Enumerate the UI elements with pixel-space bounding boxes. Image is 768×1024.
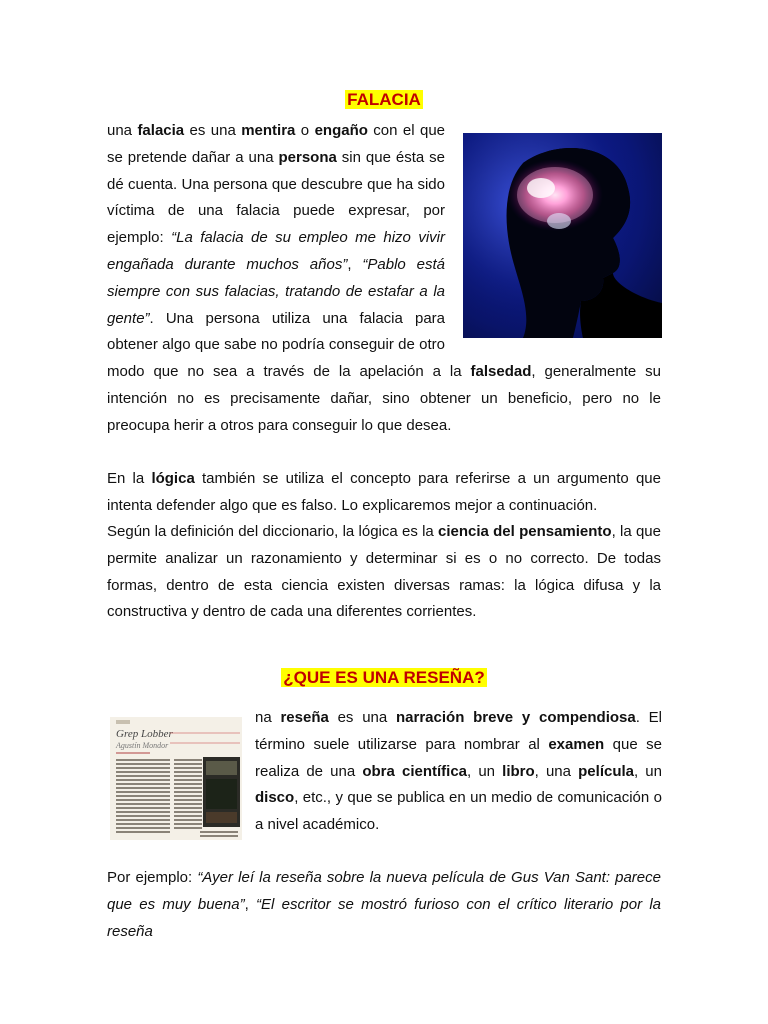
text-run: que se realiza de una xyxy=(255,735,662,780)
falacia-paragraph-1 xyxy=(107,118,661,440)
bold-term-ciencia-del-pensamiento: ciencia del pensamiento xyxy=(438,523,612,540)
text-run: es una xyxy=(184,122,242,139)
clipping-author: Agustín Mondor xyxy=(116,741,169,750)
text-run: es una xyxy=(328,709,396,726)
italic-example-4: “El escritor se mostró furioso con el crítico literario por la reseña xyxy=(107,895,661,940)
text-run: también se utiliza el concepto para referirse a un argumento que intenta defender algo que es falso. Lo explicaremos mejor a continuación. xyxy=(107,470,661,514)
italic-example-1: “La falacia de su empleo me hizo vivir engañada durante muchos años” xyxy=(107,229,445,273)
resena-heading xyxy=(0,668,768,688)
text-run: , generalmente su intención no es precisamente dañar, sino obtener un beneficio, pero no le preocupa herir a otros para conseguir lo que desea. xyxy=(107,363,662,434)
bold-term-obra-cientifica: obra científica xyxy=(362,762,468,780)
text-run: . El término suele utilizarse para nombrar al xyxy=(255,709,662,753)
resena-heading-text: ¿QUE ES UNA RESEÑA? xyxy=(283,668,485,687)
falacia-paragraph-3 xyxy=(107,519,661,626)
bold-term-resena: reseña xyxy=(280,709,329,726)
text-run: na xyxy=(255,709,281,726)
review-clipping-image xyxy=(110,717,242,840)
resena-paragraph-1 xyxy=(255,705,662,839)
falacia-heading xyxy=(0,90,768,110)
falacia-heading-text: FALACIA xyxy=(347,90,421,109)
bold-term-falacia: falacia xyxy=(137,122,185,139)
text-run: una xyxy=(107,122,138,139)
bold-term-disco: disco xyxy=(255,789,295,807)
italic-example-2: “Pablo está siempre con sus falacias, tratando de estafar a la gente” xyxy=(107,255,445,327)
bold-term-libro: libro xyxy=(502,762,535,780)
bold-term-mentira: mentira xyxy=(241,122,296,139)
text-run: o xyxy=(295,122,315,139)
bold-term-falsedad: falsedad xyxy=(470,363,532,381)
text-run: , un xyxy=(467,762,503,780)
image-spacer xyxy=(445,118,661,345)
bold-term-narracion: narración breve y compendiosa xyxy=(396,709,636,726)
text-run: , etc., y que se publica en un medio de comunicación o a nivel académico. xyxy=(255,789,662,834)
text-run: , un xyxy=(634,762,662,780)
text-run: . Una persona utiliza una falacia para obtener algo que sabe no podría conseguir de otro modo que no sea a través de la apelación a la xyxy=(107,309,471,381)
resena-paragraph-2 xyxy=(107,865,661,945)
clipping-svg xyxy=(110,717,242,840)
bold-term-examen: examen xyxy=(548,735,605,753)
bold-term-pelicula: película xyxy=(578,762,634,780)
text-run: , una xyxy=(534,762,579,780)
text-run: En la xyxy=(107,470,152,487)
falacia-paragraph-2 xyxy=(107,466,661,520)
text-run: , la que permite analizar un razonamiento y determinar si es o no correcto. De todas formas, dentro de esta ciencia existen diversas ramas: la lógica difusa y la constructiva y dentro de cada una diferentes corrientes. xyxy=(107,523,661,621)
italic-example-3: “Ayer leí la reseña sobre la nueva película de Gus Van Sant: parece que es muy buena” xyxy=(107,869,661,913)
text-run: Según la definición del diccionario, la lógica es la xyxy=(107,523,439,540)
clipping-title: Grep Lobber xyxy=(116,728,173,740)
text-run: , xyxy=(347,255,363,273)
bold-term-persona: persona xyxy=(278,148,337,166)
text-run: Por ejemplo: xyxy=(107,869,198,886)
bold-term-engano: engaño xyxy=(314,122,368,139)
text-run: , xyxy=(244,895,257,913)
text-run: sin que ésta se dé cuenta. Una persona que descubre que ha sido víctima de una falacia puede expresar, por ejemplo: xyxy=(107,148,445,247)
text-run: con el que se pretende dañar a una xyxy=(107,122,445,166)
bold-term-logica: lógica xyxy=(151,470,195,487)
